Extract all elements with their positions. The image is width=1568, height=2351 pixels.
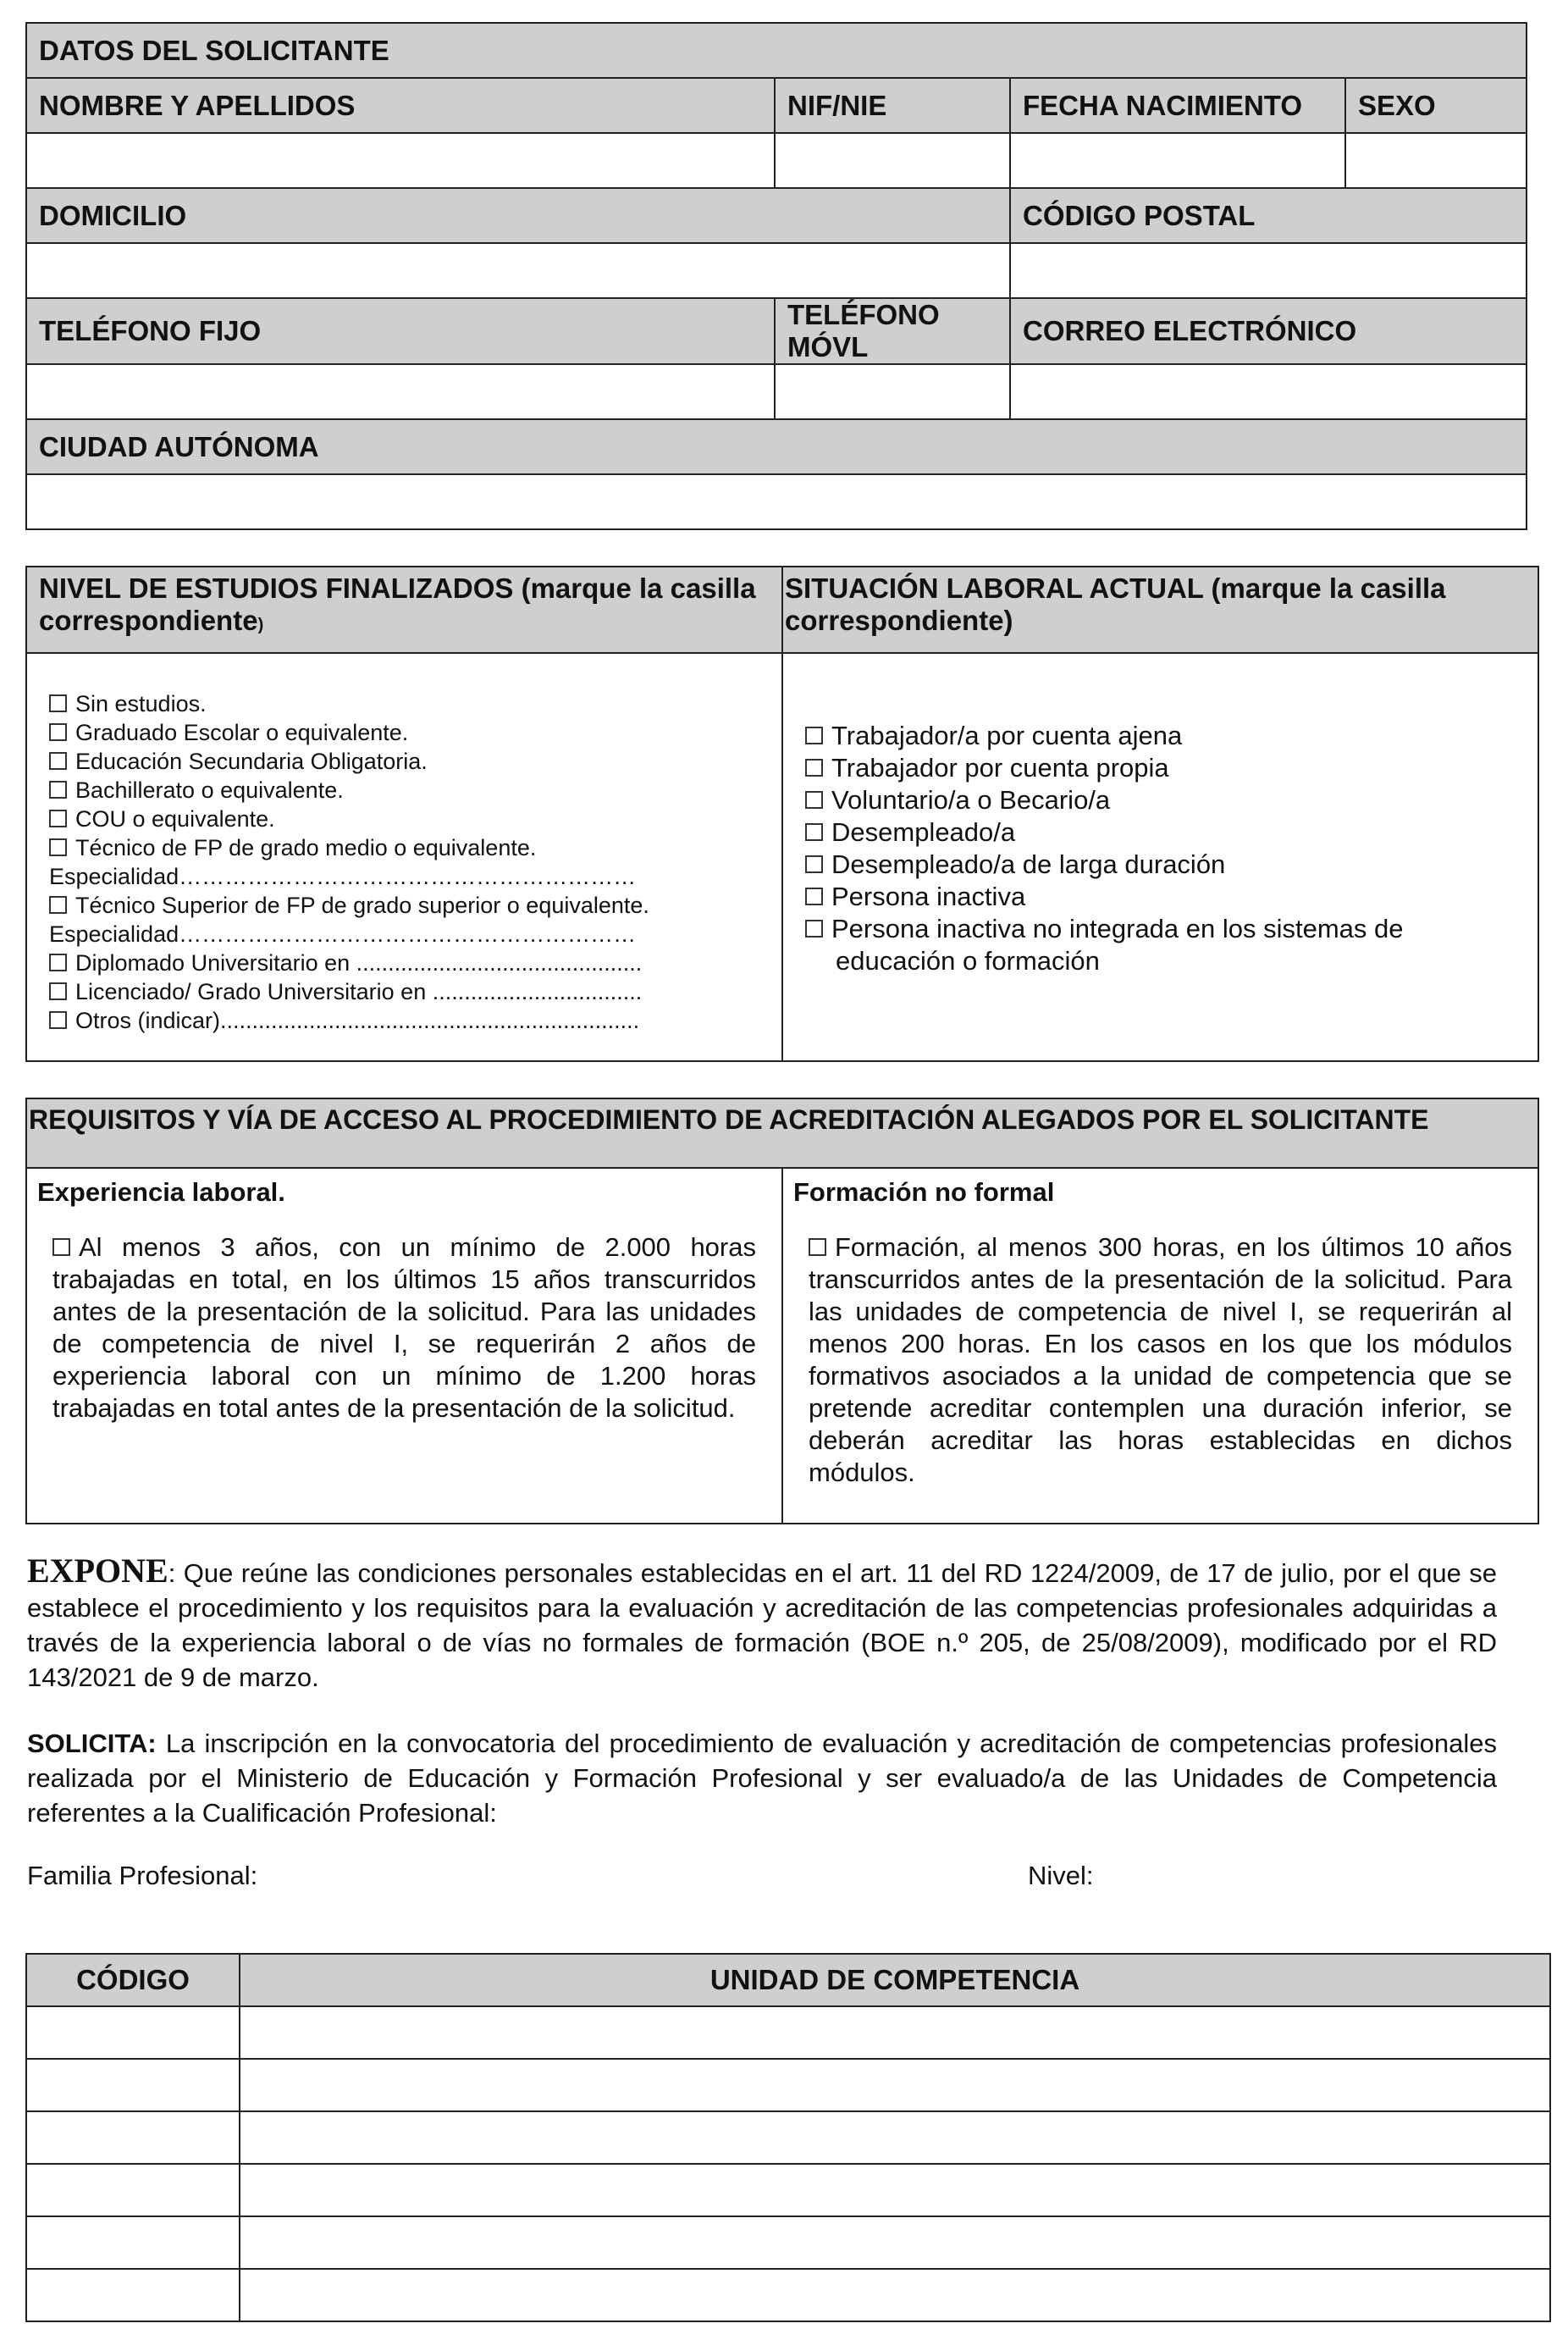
studies-option[interactable]: Técnico de FP de grado medio o equivalente.	[49, 833, 770, 862]
applicant-section-title: DATOS DEL SOLICITANTE	[26, 23, 1527, 78]
studies-option[interactable]: Técnico Superior de FP de grado superior o equivalente.	[49, 891, 770, 920]
studies-options	[26, 653, 782, 1061]
employment-option[interactable]: Trabajador/a por cuenta ajena	[805, 720, 1526, 752]
unit-cell[interactable]	[240, 2059, 1550, 2111]
table-row	[26, 2216, 1550, 2269]
solicita-label: SOLICITA:	[27, 1729, 157, 1758]
checkbox-icon[interactable]	[49, 838, 67, 856]
applicant-data-table	[25, 22, 1527, 530]
label-mobile: TELÉFONO MÓVL	[775, 298, 1010, 364]
checkbox-icon[interactable]	[49, 896, 67, 914]
employment-option[interactable]: Voluntario/a o Becario/a	[805, 784, 1526, 816]
field-birth-date[interactable]	[1010, 133, 1345, 188]
checkbox-icon[interactable]	[49, 723, 67, 741]
solicita-text: La inscripción en la convocatoria del procedimiento de evaluación y acreditación de competencias profesionales realizada por el Ministerio de Educación y Formación Profesional y ser evaluado/a de las Unidades de Competencia referentes a la Cualificación Profesional:	[27, 1729, 1497, 1828]
work-experience-option[interactable]: Al menos 3 años, con un mínimo de 2.000 horas trabajadas en total, en los últimos 15 años transcurridos antes de la presentación de la solicitud. Para las unidades de competencia de nivel I, se requerirán 2 años de experiencia laboral con un mínimo de 1.200 horas trabajadas en total antes de la presentación de la solicitud.	[52, 1232, 756, 1423]
field-sex[interactable]	[1345, 133, 1527, 188]
table-row	[26, 2111, 1550, 2164]
checkbox-icon[interactable]	[809, 1238, 826, 1256]
checkbox-icon[interactable]	[52, 1238, 70, 1256]
field-nif[interactable]	[775, 133, 1010, 188]
studies-option[interactable]: Sin estudios.	[49, 689, 770, 718]
employment-option[interactable]: Trabajador por cuenta propia	[805, 752, 1526, 784]
unit-cell[interactable]	[240, 2269, 1550, 2321]
checkbox-icon[interactable]	[49, 752, 67, 770]
solicita-paragraph	[27, 1726, 1497, 1830]
label-birth-date: FECHA NACIMIENTO	[1010, 78, 1345, 133]
unit-cell[interactable]	[240, 2006, 1550, 2059]
checkbox-icon[interactable]	[805, 791, 823, 809]
specialty-line[interactable]: Especialidad……………………………………………………	[49, 864, 637, 889]
field-mobile[interactable]	[775, 364, 1010, 419]
employment-options	[782, 653, 1538, 1061]
employment-option[interactable]: Persona inactiva	[805, 881, 1526, 913]
non-formal-training-title: Formación no formal	[793, 1177, 1055, 1207]
checkbox-icon[interactable]	[49, 781, 67, 799]
non-formal-training-option[interactable]: Formación, al menos 300 horas, en los últimos 10 años transcurridos antes de la presentación de la solicitud. Para las unidades de competencia de nivel I, se requerirán al menos 200 horas. En los casos en los que los módulos formativos asociados a la unidad de competencia que se pretende acreditar contemplen una duración inferior, se deberán acreditar las horas establecidas en dichos módulos.	[809, 1232, 1513, 1487]
employment-title: SITUACIÓN LABORAL ACTUAL (marque la casilla correspondiente)	[782, 567, 1538, 653]
expone-paragraph	[27, 1553, 1497, 1695]
unit-cell[interactable]	[240, 2164, 1550, 2216]
employment-option[interactable]: Desempleado/a	[805, 816, 1526, 849]
studies-employment-table	[25, 566, 1539, 1062]
level-label: Nivel:	[1028, 1861, 1094, 1890]
label-full-name: NOMBRE Y APELLIDOS	[26, 78, 775, 133]
label-address: DOMICILIO	[26, 188, 1010, 243]
checkbox-icon[interactable]	[805, 920, 823, 938]
field-autonomous-city[interactable]	[26, 474, 1527, 529]
requirements-table	[25, 1098, 1539, 1524]
label-postal-code: CÓDIGO POSTAL	[1010, 188, 1527, 243]
checkbox-icon[interactable]	[49, 810, 67, 827]
label-email: CORREO ELECTRÓNICO	[1010, 298, 1527, 364]
work-experience-cell	[26, 1168, 782, 1524]
field-address[interactable]	[26, 243, 1010, 298]
unit-cell[interactable]	[240, 2111, 1550, 2164]
studies-option[interactable]: Bachillerato o equivalente.	[49, 776, 770, 805]
studies-option[interactable]: Licenciado/ Grado Universitario en .................................	[49, 977, 770, 1006]
table-row	[26, 2269, 1550, 2321]
studies-option[interactable]: COU o equivalente.	[49, 805, 770, 833]
studies-title: NIVEL DE ESTUDIOS FINALIZADOS (marque la casilla correspondiente)	[26, 567, 782, 653]
employment-option-continued: educación o formación	[836, 946, 1100, 976]
studies-option[interactable]: Diplomado Universitario en .............................................	[49, 949, 770, 977]
non-formal-training-cell	[782, 1168, 1538, 1524]
checkbox-icon[interactable]	[805, 855, 823, 873]
studies-option[interactable]: Graduado Escolar o equivalente.	[49, 718, 770, 747]
column-header-unit: UNIDAD DE COMPETENCIA	[240, 1954, 1550, 2006]
code-cell[interactable]	[26, 2006, 240, 2059]
label-sex: SEXO	[1345, 78, 1527, 133]
code-cell[interactable]	[26, 2059, 240, 2111]
family-level-line	[27, 1858, 1497, 1893]
requirements-title: REQUISITOS Y VÍA DE ACCESO AL PROCEDIMIENTO DE ACREDITACIÓN ALEGADOS POR EL SOLICITANTE	[26, 1098, 1538, 1168]
employment-option[interactable]: Desempleado/a de larga duración	[805, 849, 1526, 881]
field-email[interactable]	[1010, 364, 1527, 419]
employment-option[interactable]: Persona inactiva no integrada en los sistemas de	[805, 913, 1526, 945]
code-cell[interactable]	[26, 2111, 240, 2164]
table-row	[26, 2164, 1550, 2216]
expone-text: : Que reúne las condiciones personales establecidas en el art. 11 del RD 1224/2009, de 17 de julio, por el que se establece el procedimiento y los requisitos para la evaluación y acreditación de las competencias profesionales adquiridas a través de la experiencia laboral o de vías no formales de formación (BOE n.º 205, de 25/08/2009), modificado por el RD 143/2021 de 9 de marzo.	[27, 1558, 1497, 1692]
label-nif: NIF/NIE	[775, 78, 1010, 133]
code-cell[interactable]	[26, 2269, 240, 2321]
studies-option[interactable]: Educación Secundaria Obligatoria.	[49, 747, 770, 776]
code-cell[interactable]	[26, 2216, 240, 2269]
checkbox-icon[interactable]	[805, 759, 823, 777]
checkbox-icon[interactable]	[49, 694, 67, 712]
checkbox-icon[interactable]	[805, 823, 823, 841]
field-postal-code[interactable]	[1010, 243, 1527, 298]
code-cell[interactable]	[26, 2164, 240, 2216]
checkbox-icon[interactable]	[49, 954, 67, 971]
checkbox-icon[interactable]	[805, 727, 823, 744]
field-full-name[interactable]	[26, 133, 775, 188]
expone-label: EXPONE	[27, 1552, 168, 1590]
professional-family-label: Familia Profesional:	[27, 1861, 258, 1890]
competency-units-table	[25, 1953, 1551, 2322]
studies-option[interactable]: Otros (indicar)..................................................................	[49, 1006, 770, 1035]
label-autonomous-city: CIUDAD AUTÓNOMA	[26, 419, 1527, 474]
unit-cell[interactable]	[240, 2216, 1550, 2269]
field-landline[interactable]	[26, 364, 775, 419]
specialty-line[interactable]: Especialidad……………………………………………………	[49, 921, 637, 947]
work-experience-title: Experiencia laboral.	[37, 1177, 285, 1207]
table-row	[26, 2006, 1550, 2059]
column-header-code: CÓDIGO	[26, 1954, 240, 2006]
checkbox-icon[interactable]	[49, 982, 67, 1000]
label-landline: TELÉFONO FIJO	[26, 298, 775, 364]
table-row	[26, 2059, 1550, 2111]
checkbox-icon[interactable]	[49, 1011, 67, 1029]
checkbox-icon[interactable]	[805, 888, 823, 905]
